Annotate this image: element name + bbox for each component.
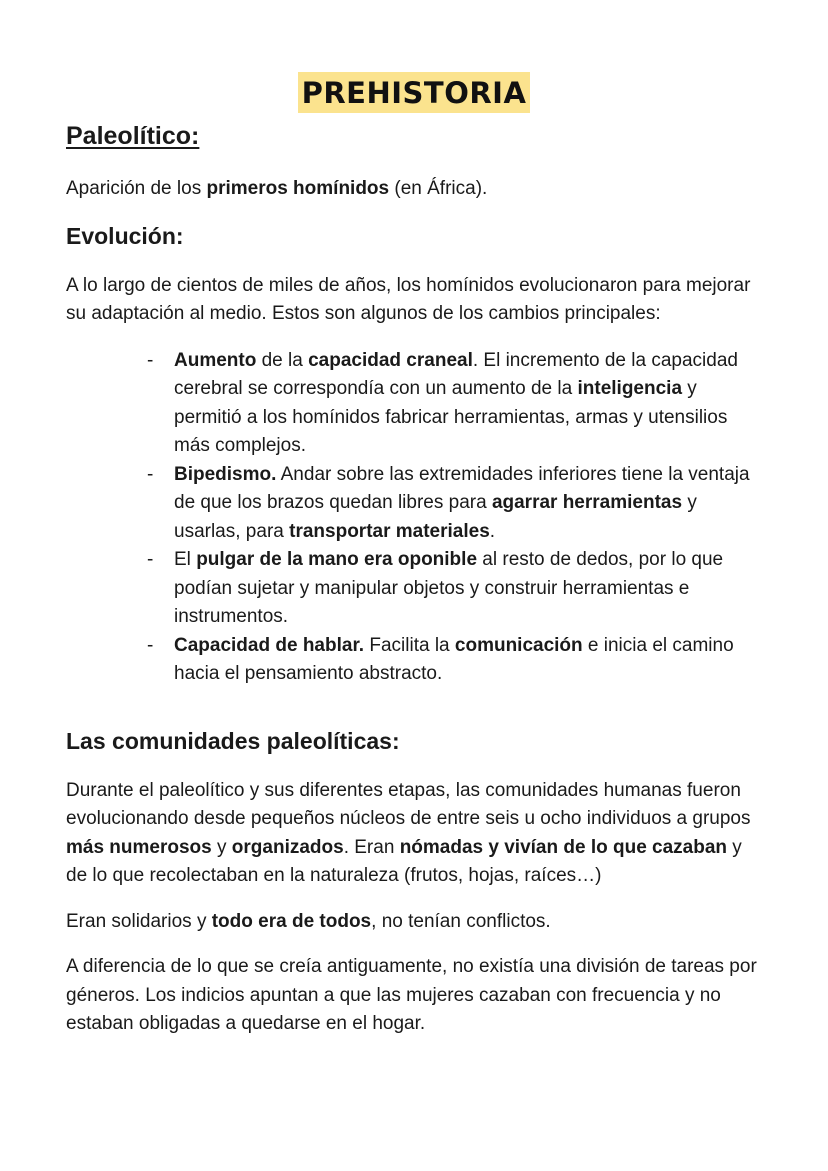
evolucion-list — [66, 347, 766, 689]
text-run: Eran solidarios y — [66, 910, 212, 932]
text-run: y permitió a los homínidos fabricar herramientas, armas y utensilios más complejos. — [174, 378, 728, 456]
bold-text-run: transportar materiales — [289, 520, 490, 542]
comunidades-paragraph-3 — [66, 953, 766, 1039]
text-run: de la — [256, 349, 309, 371]
text-run: , no tenían conflictos. — [371, 910, 551, 932]
bold-text-run: Bipedismo. — [174, 463, 277, 485]
text-run: . El incremento de la capacidad cerebral se correspondía con un aumento de la — [174, 349, 738, 399]
title-wrap — [0, 72, 828, 113]
list-item — [174, 546, 766, 632]
section-heading-evolucion: Evolución: — [66, 222, 184, 249]
text-run: e inicia el camino hacia el pensamiento abstracto. — [174, 634, 734, 684]
bold-text-run: más numerosos — [66, 836, 212, 858]
text-run: . — [489, 520, 496, 542]
bold-text-run: Capacidad de hablar. — [174, 634, 365, 656]
bold-text-run: nómadas y vivían de lo que cazaban — [399, 836, 728, 858]
text-run: Andar sobre las extremidades inferiores tiene la ventaja de que los brazos quedan libres para — [174, 463, 750, 513]
list-item — [174, 461, 766, 547]
bold-text-run: primeros homínidos — [206, 178, 390, 199]
bold-text-run: capacidad craneal — [308, 349, 473, 371]
paleolitico-intro — [66, 175, 766, 204]
list-item — [174, 347, 766, 461]
bold-text-run: todo era de todos — [211, 910, 372, 932]
bold-text-run: Aumento — [174, 349, 257, 371]
section-heading-paleolitico: Paleolítico: — [66, 122, 200, 150]
section-heading-comunidades: Las comunidades paleolíticas: — [66, 727, 400, 754]
bold-text-run: inteligencia — [577, 378, 683, 399]
comunidades-paragraph-2 — [66, 908, 766, 937]
bold-text-run: pulgar de la mano era oponible — [196, 549, 478, 570]
text-run: El — [174, 549, 197, 570]
text-run: (en África). — [389, 178, 488, 199]
document-title: PREHISTORIA — [298, 72, 531, 113]
text-run: . Eran — [343, 836, 400, 858]
text-run: A lo largo de cientos de miles de años, los homínidos evolucionaron para mejorar su adaptación al medio. Estos son algunos de los cambios principales: — [66, 274, 751, 324]
text-run: y de lo que recolectaban en la naturaleza (frutos, hojas, raíces…) — [66, 836, 742, 886]
comunidades-paragraph-1 — [66, 777, 766, 891]
text-run: Durante el paleolítico y sus diferentes etapas, las comunidades humanas fueron evolucionando desde pequeños núcleos de entre seis u ocho individuos a grupos — [66, 779, 751, 829]
bold-text-run: agarrar herramientas — [491, 492, 683, 513]
bold-text-run: comunicación — [454, 634, 583, 656]
bold-text-run: organizados — [231, 836, 344, 858]
text-run: y — [211, 836, 232, 858]
evolucion-intro — [66, 272, 766, 329]
text-run: al resto de dedos, por lo que podían sujetar y manipular objetos y construir herramientas e instrumentos. — [174, 549, 724, 627]
text-run: A diferencia de lo que se creía antiguamente, no existía una división de tareas por géneros. Los indicios apuntan a que las mujeres cazaban con frecuencia y no estaban obligadas a quedarse en el hogar. — [66, 956, 757, 1034]
text-run: y usarlas, para — [174, 492, 697, 542]
document-page — [66, 72, 766, 1039]
list-item — [174, 632, 766, 689]
text-run: Facilita la — [364, 634, 455, 656]
text-run: Aparición de los — [66, 178, 207, 199]
